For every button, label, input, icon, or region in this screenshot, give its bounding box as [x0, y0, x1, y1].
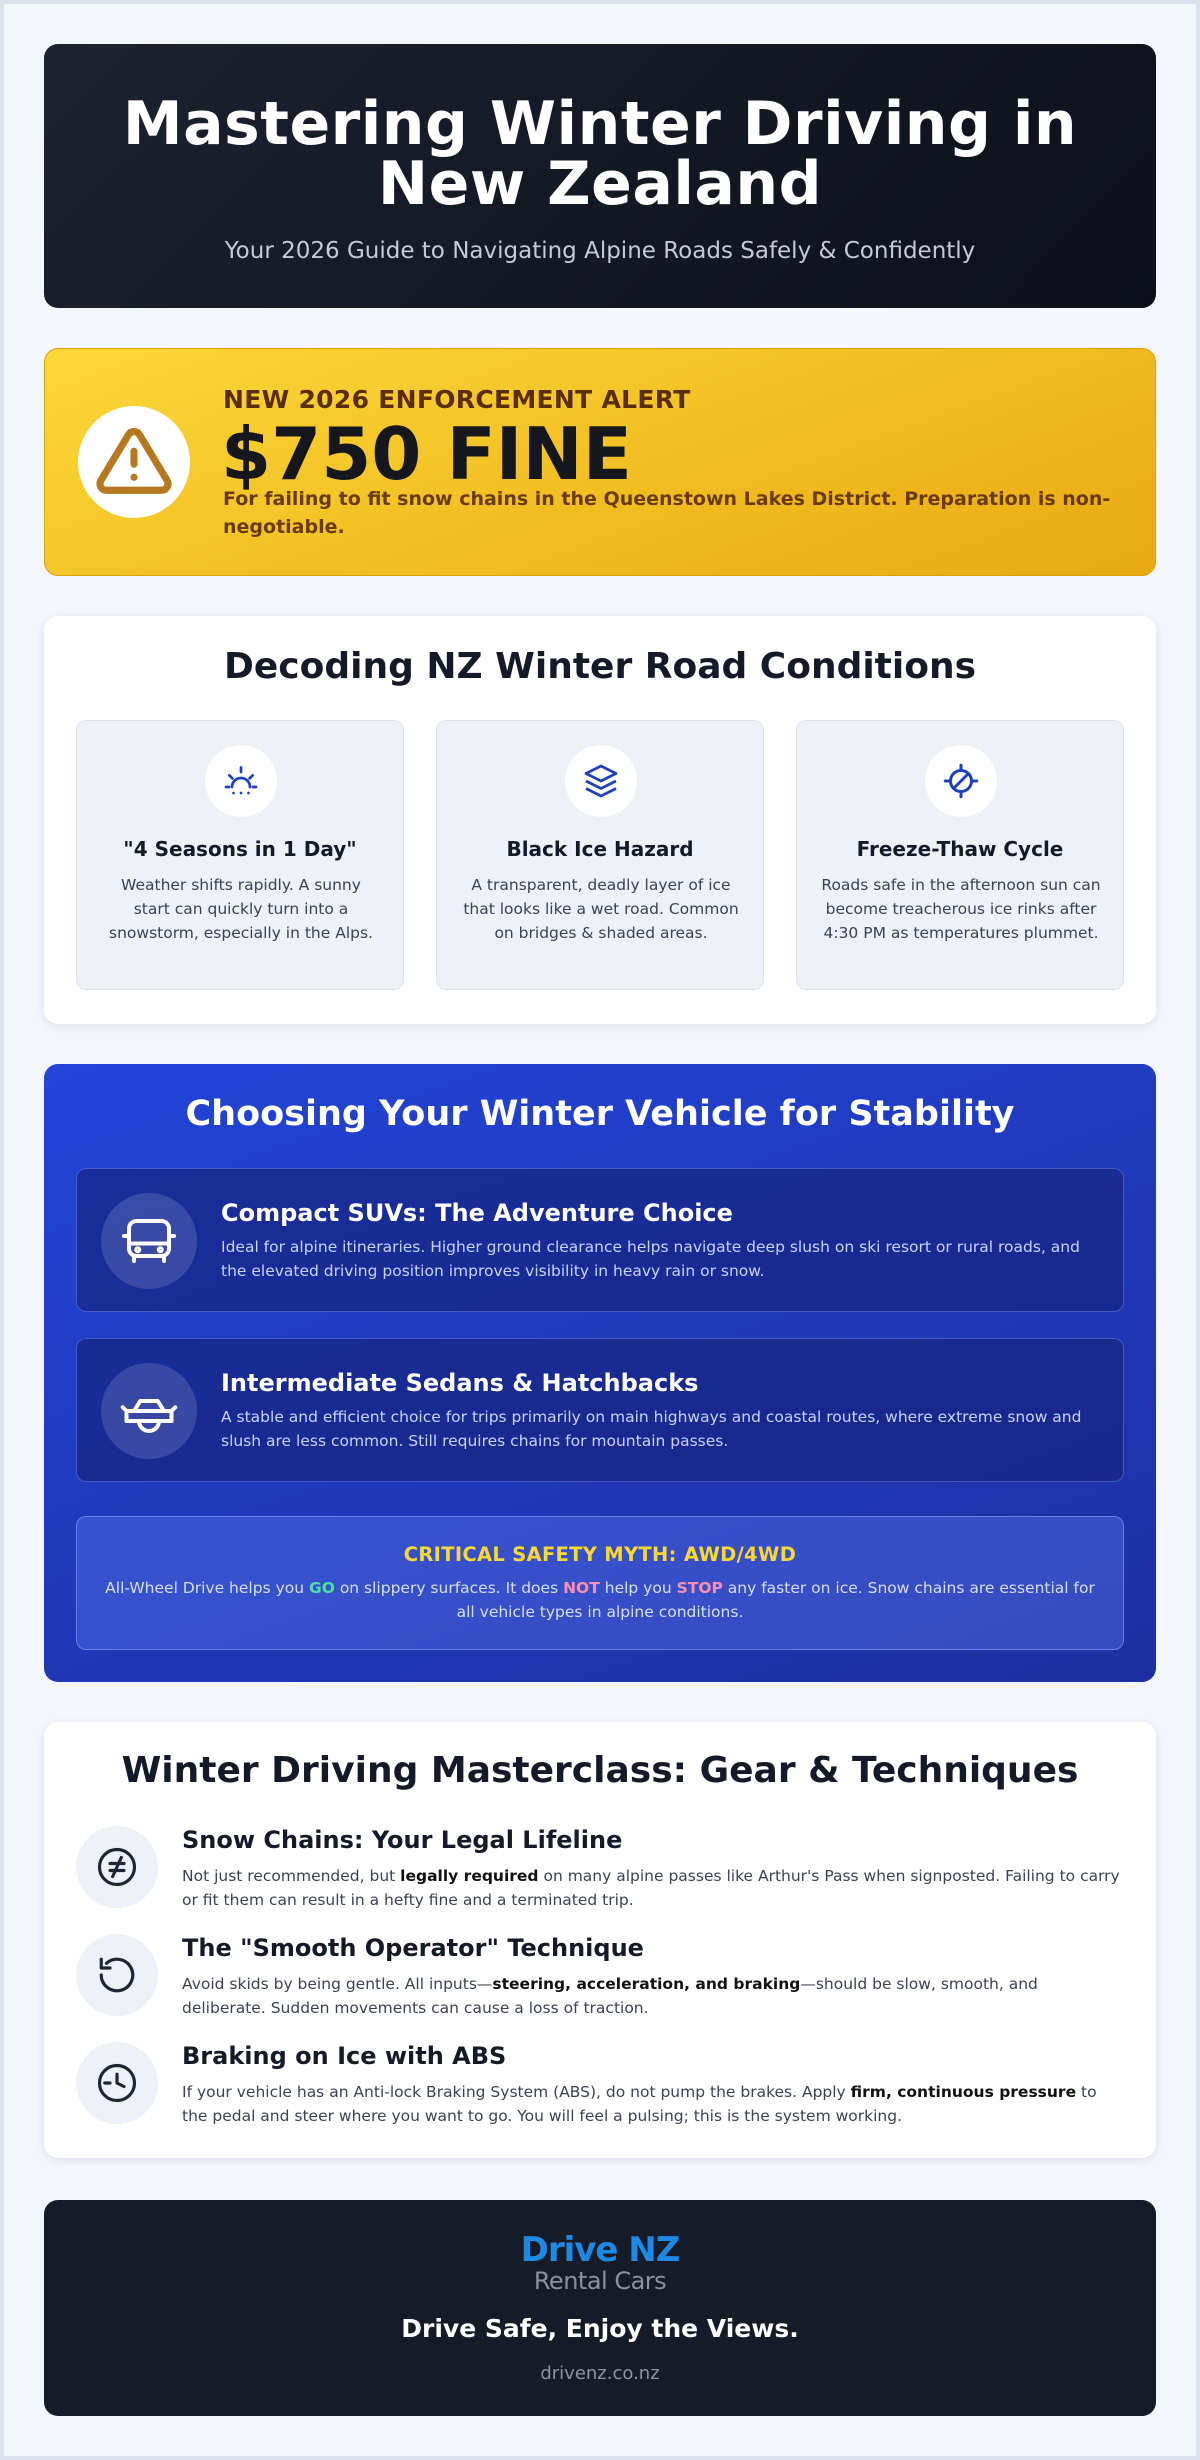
- not-highlight: NOT: [563, 1579, 600, 1597]
- condition-card-weather: [76, 720, 404, 990]
- vehicle-icon-badge: [101, 1363, 197, 1459]
- masterclass-section: [44, 1722, 1156, 2158]
- tip-snow-chains: [76, 1826, 1126, 1916]
- layers-icon: [583, 763, 619, 799]
- vehicle-card-title: Compact SUVs: The Adventure Choice: [221, 1199, 733, 1227]
- tip-text-part: If your vehicle has an Anti-lock Braking System (ABS), do not pump the brakes. Apply: [182, 2083, 851, 2101]
- vehicle-card-suv: [76, 1168, 1124, 1312]
- myth-text: [95, 1576, 1105, 1624]
- title-line-1: Mastering Winter Driving in: [122, 89, 1078, 159]
- condition-icon-badge: [205, 745, 277, 817]
- go-highlight: GO: [308, 1579, 335, 1597]
- footer-url[interactable]: drivenz.co.nz: [540, 2363, 660, 2384]
- vehicle-card-text: Ideal for alpine itineraries. Higher ground clearance helps navigate deep slush on ski resort or rural roads, and the elevated driving position improves visibility in heavy rain or snow.: [221, 1238, 1080, 1280]
- condition-card-black-ice: [436, 720, 764, 990]
- rotate-icon: [96, 1954, 138, 1996]
- tip-text-part: on many alpine passes like Arthur's Pass when signposted. Failing to carry or fit them can result in a hefty fine and a terminated trip.: [182, 1867, 1120, 1909]
- page-subtitle: Your 2026 Guide to Navigating Alpine Roads Safely & Confidently: [224, 238, 976, 264]
- tip-text: [182, 1972, 1126, 2020]
- condition-title: Freeze-Thaw Cycle: [856, 837, 1064, 861]
- condition-icon-badge: [925, 745, 997, 817]
- tip-icon-badge: [76, 1934, 158, 2016]
- brand-logo-sub: Rental Cars: [533, 2267, 667, 2295]
- alert-icon-badge: [78, 406, 190, 518]
- enforcement-alert: [44, 348, 1156, 576]
- condition-text: Weather shifts rapidly. A sunny start can quickly turn into a snowstorm, especially in the Alps.: [109, 876, 373, 942]
- alert-kicker: NEW 2026 ENFORCEMENT ALERT: [223, 385, 691, 414]
- page-footer: [44, 2200, 1156, 2416]
- conditions-title: Decoding NZ Winter Road Conditions: [223, 646, 977, 687]
- tip-text: [182, 2080, 1126, 2128]
- vehicle-icon-badge: [101, 1193, 197, 1289]
- vehicle-title: Choosing Your Winter Vehicle for Stability: [185, 1094, 1015, 1134]
- vehicle-card-title: Intermediate Sedans & Hatchbacks: [221, 1369, 699, 1397]
- condition-text: A transparent, deadly layer of ice that looks like a wet road. Common on bridges & shaded areas.: [463, 876, 739, 942]
- condition-title: Black Ice Hazard: [506, 837, 694, 861]
- tip-text-part: Avoid skids by being gentle. All inputs—: [182, 1975, 493, 1993]
- hero-header: [44, 44, 1156, 308]
- title-line-2: New Zealand: [377, 149, 823, 219]
- condition-card-freeze-thaw: [796, 720, 1124, 990]
- tip-text-part: —should be slow, smooth, and deliberate. Sudden movements can cause a loss of traction.: [182, 1975, 1038, 2017]
- myth-text-part: any faster on ice. Snow chains are essential for all vehicle types in alpine conditions.: [456, 1579, 1095, 1621]
- tip-title: Snow Chains: Your Legal Lifeline: [182, 1826, 623, 1854]
- clock-icon: [96, 2062, 138, 2104]
- sedan-icon: [119, 1381, 179, 1441]
- alert-description: For failing to fit snow chains in the Queenstown Lakes District. Preparation is non-negotiable.: [223, 488, 1111, 538]
- tip-title: The "Smooth Operator" Technique: [182, 1934, 644, 1962]
- condition-icon-badge: [565, 745, 637, 817]
- tip-text-bold: legally required: [400, 1867, 539, 1885]
- vehicle-section: [44, 1064, 1156, 1682]
- tip-text-bold: steering, acceleration, and braking: [492, 1975, 801, 1993]
- road-conditions-section: [44, 616, 1156, 1024]
- safety-myth-callout: [76, 1516, 1124, 1650]
- warning-triangle-icon: [95, 422, 173, 500]
- sun-weather-icon: [223, 763, 259, 799]
- vehicle-card-sedan: [76, 1338, 1124, 1482]
- myth-text-part: on slippery surfaces. It does: [334, 1579, 564, 1597]
- page-title: [44, 89, 1156, 219]
- chains-icon: [96, 1846, 138, 1888]
- masterclass-title: Winter Driving Masterclass: Gear & Techniques: [121, 1750, 1079, 1791]
- condition-text: Roads safe in the afternoon sun can become treacherous ice rinks after 4:30 PM as temperatures plummet.: [821, 876, 1101, 942]
- tip-text: [182, 1864, 1126, 1912]
- vehicle-card-text: A stable and efficient choice for trips primarily on main highways and coastal routes, where extreme snow and slush are less common. Still requires chains for mountain passes.: [221, 1408, 1082, 1450]
- tip-title: Braking on Ice with ABS: [182, 2042, 507, 2070]
- tip-abs-braking: [76, 2042, 1126, 2132]
- stop-highlight: STOP: [676, 1579, 723, 1597]
- footer-tagline: Drive Safe, Enjoy the Views.: [401, 2314, 799, 2343]
- fine-amount: $750 FINE: [221, 412, 632, 496]
- tip-icon-badge: [76, 2042, 158, 2124]
- brand-logo-main: Drive NZ: [520, 2230, 680, 2270]
- tip-text-part: Not just recommended, but: [182, 1867, 401, 1885]
- myth-text-part: All-Wheel Drive helps you: [105, 1579, 309, 1597]
- condition-title: "4 Seasons in 1 Day": [123, 837, 357, 861]
- tip-smooth-operator: [76, 1934, 1126, 2024]
- myth-text-part: help you: [599, 1579, 677, 1597]
- myth-title: CRITICAL SAFETY MYTH: AWD/4WD: [403, 1543, 797, 1566]
- tip-text-bold: firm, continuous pressure: [850, 2083, 1077, 2101]
- tip-text-part: to the pedal and steer where you want to go. You will feel a pulsing; this is the system working.: [182, 2083, 1097, 2125]
- suv-icon: [119, 1211, 179, 1271]
- tip-icon-badge: [76, 1826, 158, 1908]
- freeze-cycle-icon: [943, 763, 979, 799]
